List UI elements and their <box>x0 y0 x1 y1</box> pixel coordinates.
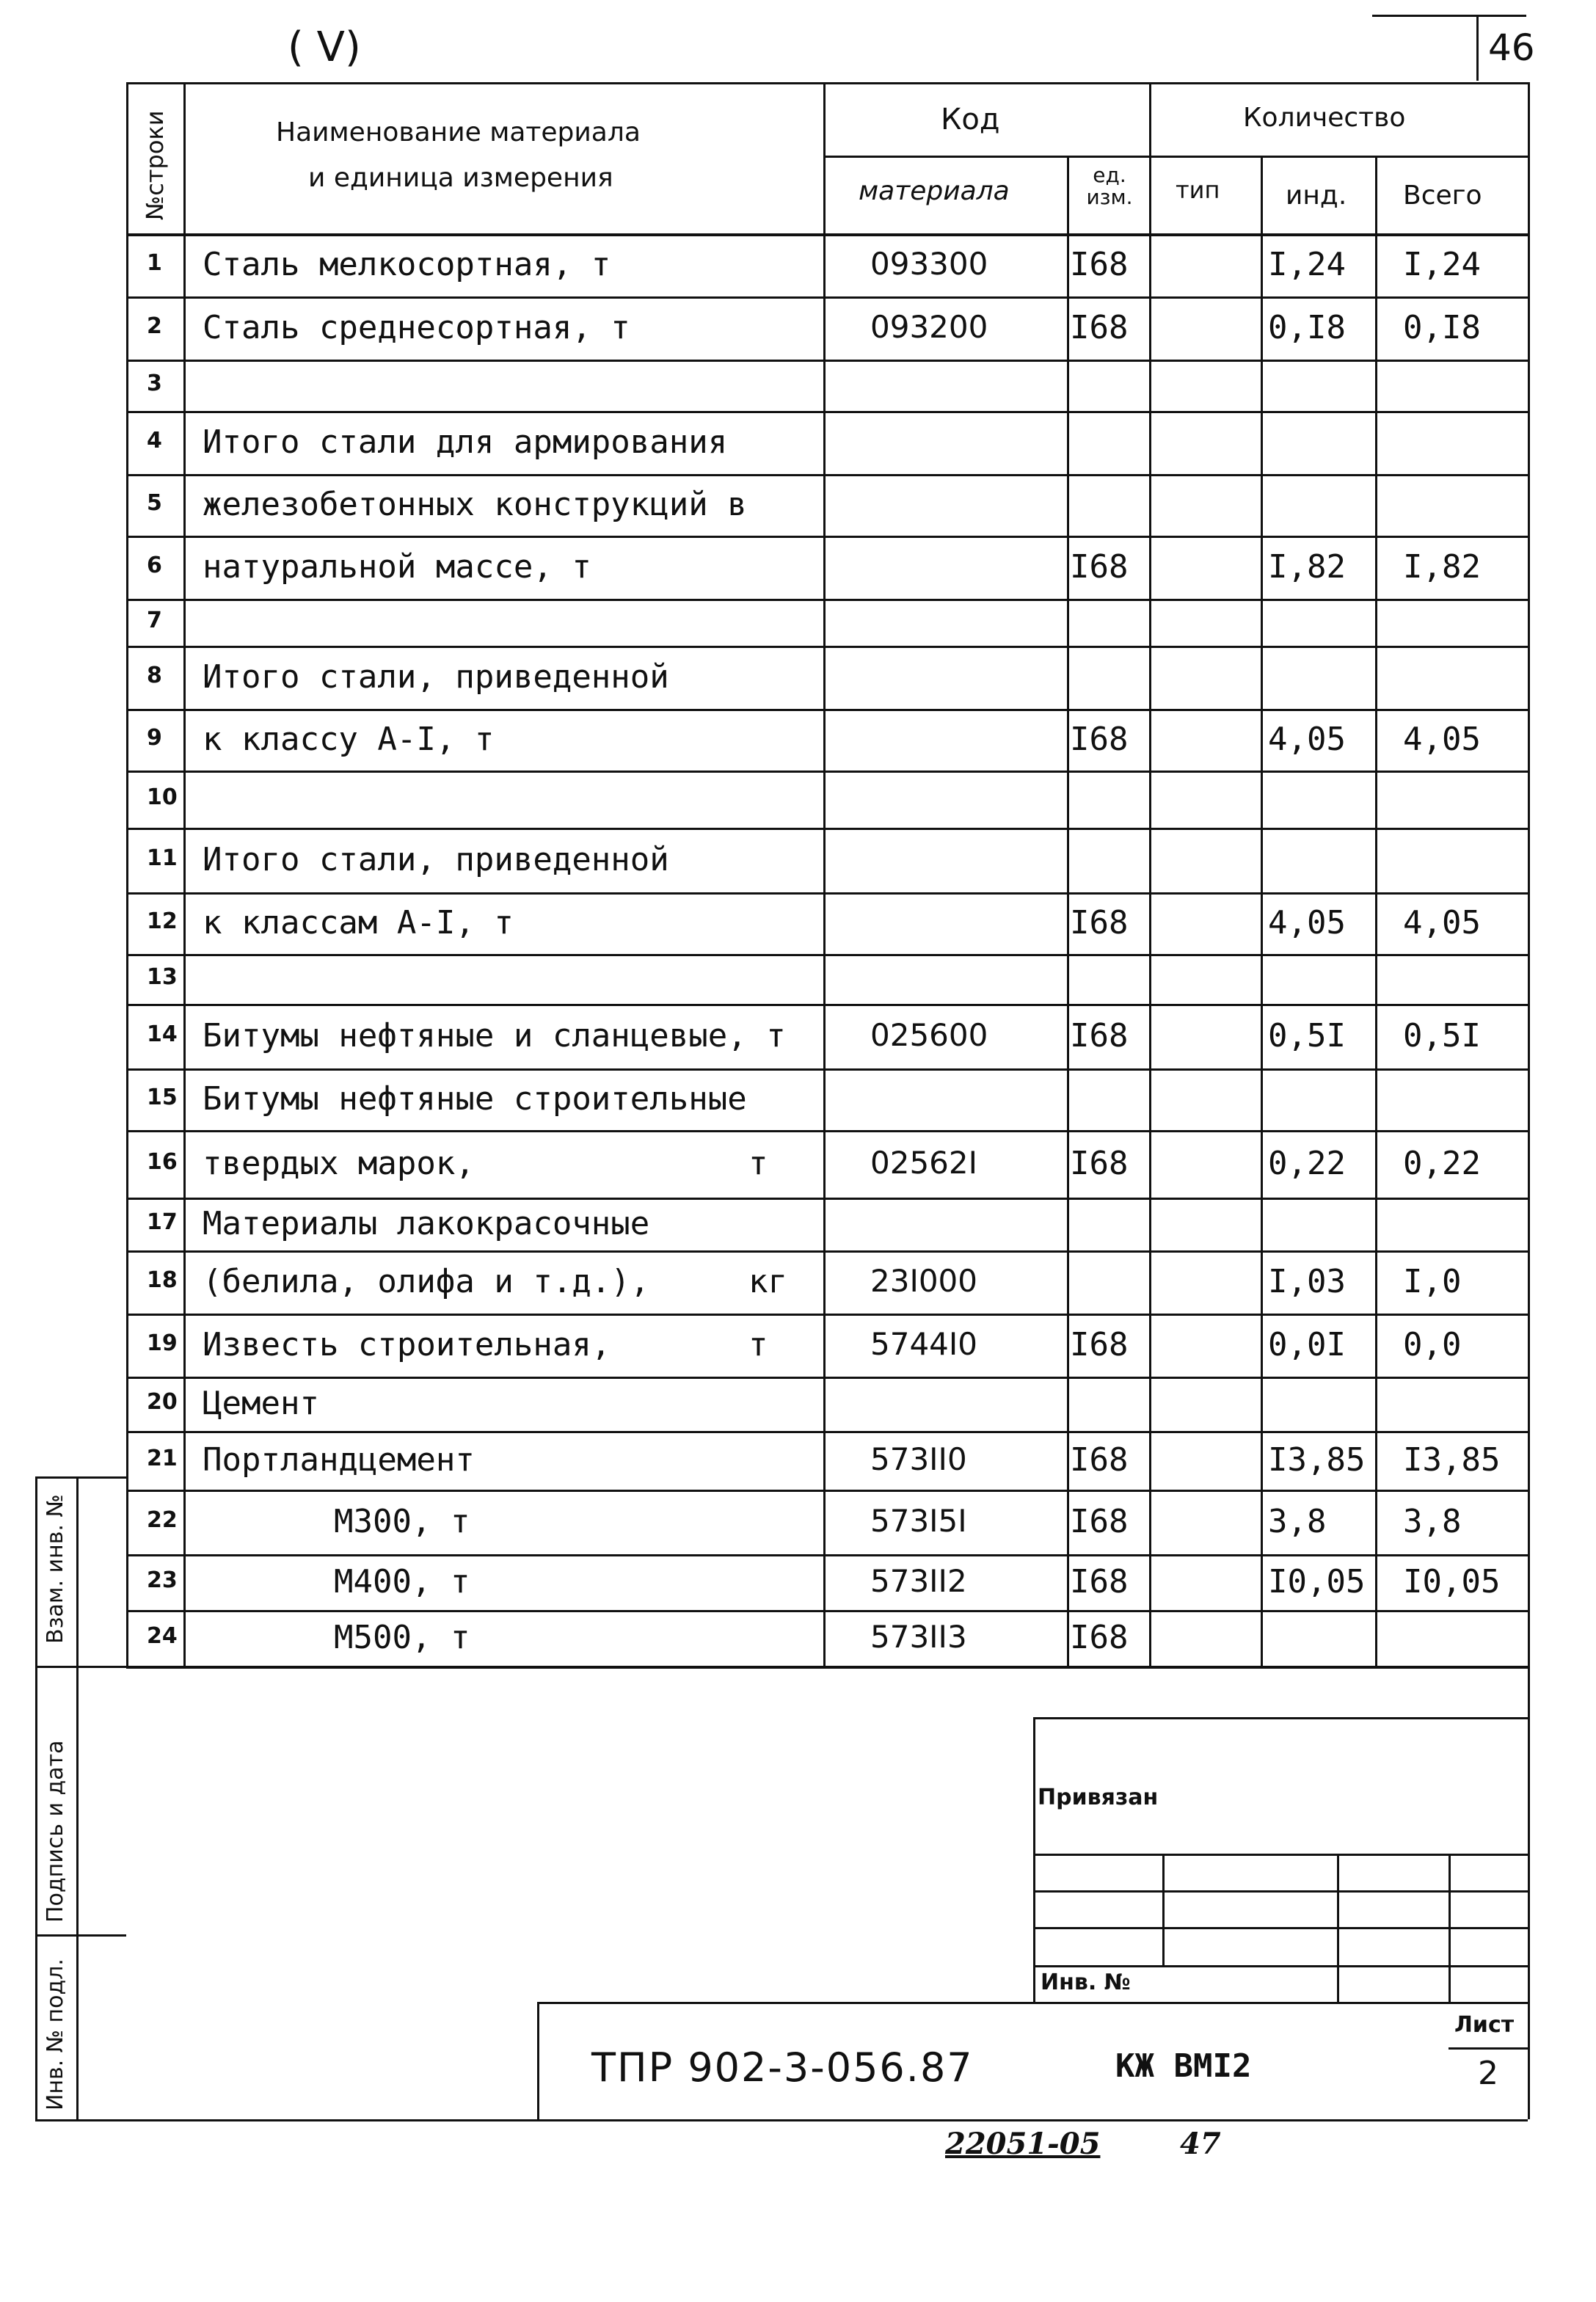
row-number: 17 <box>147 1209 178 1235</box>
row-name: к классам А-I, т <box>203 904 514 941</box>
row-total: 4,05 <box>1403 904 1481 941</box>
row-line <box>126 1198 1528 1200</box>
row-line <box>126 954 1528 956</box>
row-number: 24 <box>147 1623 178 1649</box>
row-unit: I68 <box>1070 548 1129 586</box>
sheet-bottom-border <box>35 2119 1528 2121</box>
row-code: 093300 <box>870 246 988 282</box>
row-number: 22 <box>147 1507 178 1533</box>
stamp-col-3 <box>1449 1854 1451 2002</box>
corner-mark: ( V) <box>288 23 361 71</box>
row-number: 8 <box>147 663 162 688</box>
row-total: I0,05 <box>1403 1563 1501 1600</box>
row-name: Известь строительная, <box>203 1326 611 1363</box>
row-name: Сталь мелкосортная, т <box>203 246 611 283</box>
row-line <box>126 1490 1528 1492</box>
row-name: к классу А-I, т <box>203 721 495 758</box>
stamp-col-2 <box>1337 1854 1339 2002</box>
stamp-list-label: Лист <box>1454 2012 1515 2038</box>
stamp-privyazan-left <box>1033 1717 1035 2002</box>
row-line <box>126 709 1528 711</box>
bottom-page: 47 <box>1180 2127 1221 2161</box>
row-ind: 0,I8 <box>1268 309 1346 346</box>
row-unit: I68 <box>1070 246 1129 283</box>
stamp-grid-2 <box>1033 1890 1528 1893</box>
row-name: Цемент <box>203 1385 319 1422</box>
row-unit: I68 <box>1070 309 1129 346</box>
row-name: Битумы нефтяные и сланцевые, т <box>203 1017 786 1055</box>
row-number: 10 <box>147 784 178 810</box>
header-name-line1: Наименование материала <box>276 117 641 147</box>
row-name-unit: т <box>748 1145 768 1182</box>
row-unit: I68 <box>1070 1563 1129 1600</box>
row-line <box>126 1314 1528 1316</box>
row-code: 025600 <box>870 1017 988 1053</box>
row-name: Портландцемент <box>203 1441 475 1479</box>
row-line <box>126 411 1528 413</box>
row-line <box>126 1250 1528 1253</box>
header-total: Всего <box>1403 181 1482 211</box>
table-top-border <box>126 82 1528 84</box>
header-row-no: №строки <box>141 110 169 220</box>
row-number: 5 <box>147 490 162 516</box>
header-unit: ед. изм. <box>1086 163 1133 209</box>
row-name: М300, т <box>334 1503 470 1540</box>
row-unit: I68 <box>1070 1145 1129 1182</box>
row-name: Итого стали, приведенной <box>203 658 669 696</box>
side-top-border <box>35 1476 126 1479</box>
side-sep-1 <box>35 1666 126 1668</box>
row-name: (белила, олифа и т.д.), <box>203 1263 650 1300</box>
row-code: 573II2 <box>870 1563 967 1599</box>
stamp-privyazan: Привязан <box>1038 1785 1159 1810</box>
header-type: тип <box>1176 176 1220 204</box>
row-ind: 0,5I <box>1268 1017 1346 1055</box>
row-unit: I68 <box>1070 1326 1129 1363</box>
row-line <box>126 360 1528 362</box>
side-podpis-label: Подпись и дата <box>43 1740 68 1923</box>
row-code: 23I000 <box>870 1263 977 1299</box>
row-line <box>126 892 1528 895</box>
col-line-unit <box>1067 156 1069 1666</box>
row-line <box>126 599 1528 601</box>
row-number: 12 <box>147 908 178 934</box>
row-unit: I68 <box>1070 1503 1129 1540</box>
stamp-right-border <box>1528 1666 1530 2119</box>
row-name: Материалы лакокрасочные <box>203 1205 650 1242</box>
col-line-code <box>823 82 826 1666</box>
row-total: I,82 <box>1403 548 1481 586</box>
col-line-qty <box>1149 82 1151 1666</box>
side-vzam-label: Взам. инв. № <box>43 1494 68 1644</box>
row-line <box>126 536 1528 538</box>
row-unit: I68 <box>1070 721 1129 758</box>
row-name-unit: кг <box>748 1263 787 1300</box>
header-material: материала <box>859 176 1010 206</box>
row-unit: I68 <box>1070 904 1129 941</box>
stamp-inv-no: Инв. № <box>1041 1970 1131 1995</box>
row-ind: 4,05 <box>1268 904 1346 941</box>
side-left-border <box>35 1476 37 2119</box>
row-number: 6 <box>147 553 162 578</box>
row-name: М500, т <box>334 1619 470 1656</box>
row-number: 20 <box>147 1389 178 1415</box>
row-ind: 0,0I <box>1268 1326 1346 1363</box>
header-code: Код <box>941 103 1000 136</box>
row-name: Итого стали для армирования <box>203 423 728 461</box>
row-name: Итого стали, приведенной <box>203 841 669 878</box>
row-ind: I,03 <box>1268 1263 1346 1300</box>
col-line-name <box>183 82 186 1666</box>
row-number: 15 <box>147 1085 178 1110</box>
row-code: 093200 <box>870 309 988 345</box>
row-number: 23 <box>147 1567 178 1593</box>
row-total: I3,85 <box>1403 1441 1501 1479</box>
row-line <box>126 1610 1528 1612</box>
stamp-main-top <box>537 2002 1528 2004</box>
row-number: 21 <box>147 1446 178 1471</box>
row-line <box>126 1431 1528 1433</box>
row-ind: I0,05 <box>1268 1563 1366 1600</box>
col-line-type <box>1261 156 1263 1666</box>
row-code: 573II3 <box>870 1619 967 1655</box>
row-total: I,0 <box>1403 1263 1462 1300</box>
top-frame-divider <box>1476 15 1479 81</box>
row-code: 573II0 <box>870 1441 967 1477</box>
stamp-sheet-code: КЖ ВМI2 <box>1115 2047 1252 2085</box>
row-name: Битумы нефтяные строительные <box>203 1080 747 1118</box>
row-line <box>126 1377 1528 1379</box>
row-number: 7 <box>147 608 162 633</box>
top-frame-line <box>1372 15 1526 17</box>
row-ind: I,82 <box>1268 548 1346 586</box>
row-line <box>126 1068 1528 1071</box>
row-line <box>126 828 1528 830</box>
row-total: 4,05 <box>1403 721 1481 758</box>
row-ind: 0,22 <box>1268 1145 1346 1182</box>
sheet-number-top: 46 <box>1488 26 1535 69</box>
stamp-grid-4 <box>1033 1965 1528 1967</box>
row-name: натуральной массе, т <box>203 548 591 586</box>
row-ind: I,24 <box>1268 246 1346 283</box>
header-mid-line <box>823 156 1528 158</box>
row-unit: I68 <box>1070 1441 1129 1479</box>
stamp-grid-1 <box>1033 1854 1528 1856</box>
row-code: 02562I <box>870 1145 977 1181</box>
row-number: 4 <box>147 428 162 454</box>
stamp-grid-3 <box>1033 1927 1528 1929</box>
row-number: 14 <box>147 1021 178 1047</box>
row-number: 9 <box>147 725 162 751</box>
row-line <box>126 646 1528 648</box>
col-line-ind <box>1375 156 1377 1666</box>
row-ind: I3,85 <box>1268 1441 1366 1479</box>
side-inv-podl-label: Инв. № подл. <box>43 1959 68 2110</box>
row-number: 3 <box>147 371 162 396</box>
header-name-line2: и единица измерения <box>308 163 613 193</box>
row-line <box>126 1130 1528 1132</box>
row-total: 0,22 <box>1403 1145 1481 1182</box>
row-number: 18 <box>147 1267 178 1293</box>
row-line <box>126 771 1528 773</box>
row-line <box>126 474 1528 476</box>
row-name: твердых марок, <box>203 1145 475 1182</box>
row-name: Сталь среднесортная, т <box>203 309 630 346</box>
row-total: 3,8 <box>1403 1503 1462 1540</box>
header-ind: инд. <box>1286 181 1347 211</box>
stamp-list-value: 2 <box>1478 2055 1498 2092</box>
stamp-list-divider <box>1449 2047 1528 2050</box>
row-name-unit: т <box>748 1326 768 1363</box>
side-sep-2 <box>35 1934 126 1937</box>
stamp-privyazan-top <box>1033 1717 1528 1719</box>
row-total: 0,0 <box>1403 1326 1462 1363</box>
row-line <box>126 1004 1528 1006</box>
row-code: 5744I0 <box>870 1326 977 1362</box>
row-total: I,24 <box>1403 246 1481 283</box>
row-line <box>126 1554 1528 1556</box>
row-number: 19 <box>147 1330 178 1356</box>
bottom-number: 22051-05 <box>945 2127 1101 2161</box>
side-mid-border <box>76 1476 79 2119</box>
row-unit: I68 <box>1070 1619 1129 1656</box>
header-bottom-line <box>126 233 1528 236</box>
row-ind: 3,8 <box>1268 1503 1327 1540</box>
stamp-main-left <box>537 2002 539 2119</box>
row-ind: 4,05 <box>1268 721 1346 758</box>
table-left-border <box>126 82 128 1666</box>
row-total: 0,5I <box>1403 1017 1481 1055</box>
row-unit: I68 <box>1070 1017 1129 1055</box>
row-number: 13 <box>147 964 178 990</box>
stamp-col-1 <box>1162 1854 1165 1965</box>
header-quantity: Количество <box>1243 103 1406 133</box>
stamp-designation: ТПР 902-3-056.87 <box>591 2044 974 2091</box>
row-name: М400, т <box>334 1563 470 1600</box>
row-code: 573I5I <box>870 1503 967 1539</box>
table-right-border <box>1528 82 1530 1666</box>
row-total: 0,I8 <box>1403 309 1481 346</box>
row-line <box>126 296 1528 299</box>
row-number: 2 <box>147 313 162 339</box>
row-number: 11 <box>147 845 178 871</box>
row-number: 1 <box>147 250 162 276</box>
row-number: 16 <box>147 1149 178 1175</box>
row-name: железобетонных конструкций в <box>203 486 747 523</box>
row-line <box>126 1666 1528 1668</box>
